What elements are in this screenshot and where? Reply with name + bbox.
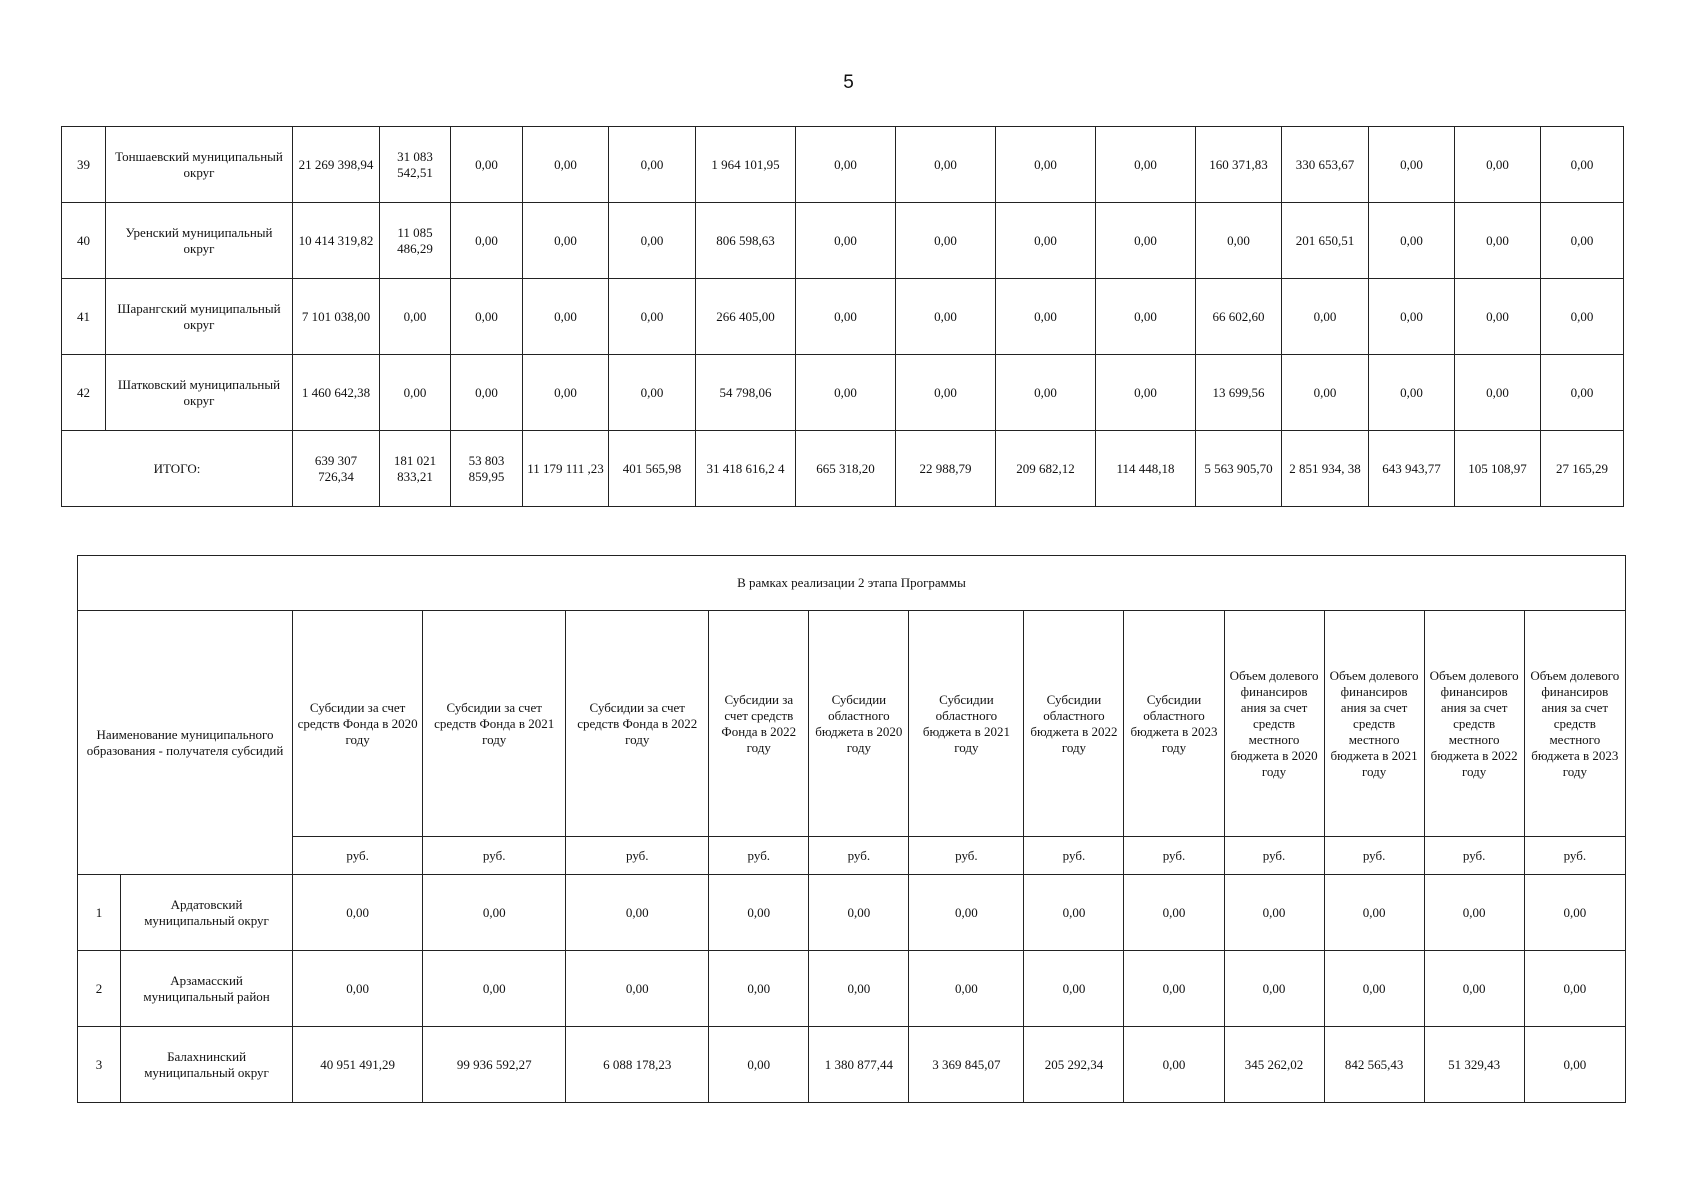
value-cell: 0,00 (566, 951, 709, 1027)
value-cell: 0,00 (909, 951, 1024, 1027)
total-value-cell: 27 165,29 (1541, 431, 1624, 507)
unit-cell: руб. (809, 837, 909, 875)
value-cell: 0,00 (380, 279, 451, 355)
table-title: В рамках реализации 2 этапа Программы (78, 556, 1626, 611)
column-header: Объем долевого финансиров ания за счет средств местного бюджета в 2021 году (1324, 611, 1424, 837)
value-cell: 0,00 (796, 203, 896, 279)
value-cell: 0,00 (1455, 127, 1541, 203)
unit-cell: руб. (1424, 837, 1524, 875)
value-cell: 40 951 491,29 (293, 1027, 423, 1103)
value-cell: 3 369 845,07 (909, 1027, 1024, 1103)
value-cell: 0,00 (566, 875, 709, 951)
value-cell: 0,00 (1124, 875, 1224, 951)
value-cell: 10 414 319,82 (293, 203, 380, 279)
table-row (78, 875, 1626, 951)
name-column-header: Наименование муниципального образования - получателя субсидий (78, 611, 293, 875)
value-cell: 0,00 (996, 355, 1096, 431)
top-table (61, 126, 1624, 507)
unit-cell: руб. (293, 837, 423, 875)
total-value-cell: 665 318,20 (796, 431, 896, 507)
value-cell: 0,00 (1124, 951, 1224, 1027)
total-value-cell: 181 021 833,21 (380, 431, 451, 507)
table-row (62, 279, 1624, 355)
value-cell: 6 088 178,23 (566, 1027, 709, 1103)
value-cell: 0,00 (1541, 203, 1624, 279)
value-cell: 842 565,43 (1324, 1027, 1424, 1103)
value-cell: 0,00 (1369, 203, 1455, 279)
value-cell: 0,00 (796, 355, 896, 431)
column-header: Субсидии областного бюджета в 2020 году (809, 611, 909, 837)
value-cell: 201 650,51 (1282, 203, 1369, 279)
municipality-name: Тоншаевский муниципальный округ (106, 127, 293, 203)
row-number: 1 (78, 875, 121, 951)
municipality-name: Балахнинский муниципальный округ (121, 1027, 293, 1103)
column-header: Субсидии областного бюджета в 2023 году (1124, 611, 1224, 837)
unit-cell: руб. (1524, 837, 1625, 875)
value-cell: 0,00 (609, 203, 696, 279)
value-cell: 0,00 (451, 355, 523, 431)
value-cell: 0,00 (609, 279, 696, 355)
value-cell: 0,00 (523, 355, 609, 431)
total-value-cell: 11 179 111 ,23 (523, 431, 609, 507)
total-value-cell: 31 418 616,2 4 (696, 431, 796, 507)
value-cell: 0,00 (523, 203, 609, 279)
row-number: 40 (62, 203, 106, 279)
value-cell: 54 798,06 (696, 355, 796, 431)
column-header: Объем долевого финансиров ания за счет средств местного бюджета в 2023 году (1524, 611, 1625, 837)
row-number: 39 (62, 127, 106, 203)
total-value-cell: 53 803 859,95 (451, 431, 523, 507)
total-value-cell: 209 682,12 (996, 431, 1096, 507)
value-cell: 330 653,67 (1282, 127, 1369, 203)
bottom-table (77, 555, 1626, 1103)
value-cell: 0,00 (996, 127, 1096, 203)
value-cell: 806 598,63 (696, 203, 796, 279)
table-row (62, 127, 1624, 203)
value-cell: 0,00 (1541, 127, 1624, 203)
value-cell: 0,00 (1282, 279, 1369, 355)
table-row (78, 951, 1626, 1027)
value-cell: 0,00 (1455, 203, 1541, 279)
value-cell: 0,00 (796, 279, 896, 355)
value-cell: 0,00 (1455, 279, 1541, 355)
unit-cell: руб. (1224, 837, 1324, 875)
table-header-row (78, 611, 1626, 837)
value-cell: 0,00 (1224, 951, 1324, 1027)
value-cell: 0,00 (1369, 127, 1455, 203)
value-cell: 0,00 (996, 279, 1096, 355)
total-value-cell: 105 108,97 (1455, 431, 1541, 507)
value-cell: 0,00 (1096, 203, 1196, 279)
value-cell: 266 405,00 (696, 279, 796, 355)
value-cell: 0,00 (1524, 875, 1625, 951)
value-cell: 0,00 (1369, 355, 1455, 431)
row-number: 3 (78, 1027, 121, 1103)
municipality-name: Арзамасский муниципальный район (121, 951, 293, 1027)
row-number: 41 (62, 279, 106, 355)
value-cell: 0,00 (1196, 203, 1282, 279)
value-cell: 0,00 (1541, 279, 1624, 355)
value-cell: 11 085 486,29 (380, 203, 451, 279)
total-value-cell: 22 988,79 (896, 431, 996, 507)
column-header: Объем долевого финансиров ания за счет средств местного бюджета в 2020 году (1224, 611, 1324, 837)
value-cell: 0,00 (996, 203, 1096, 279)
unit-cell: руб. (1124, 837, 1224, 875)
value-cell: 0,00 (1124, 1027, 1224, 1103)
page-number: 5 (843, 72, 854, 93)
value-cell: 0,00 (1096, 355, 1196, 431)
value-cell: 0,00 (1524, 951, 1625, 1027)
value-cell: 345 262,02 (1224, 1027, 1324, 1103)
total-value-cell: 639 307 726,34 (293, 431, 380, 507)
value-cell: 31 083 542,51 (380, 127, 451, 203)
table-row (62, 203, 1624, 279)
value-cell: 0,00 (1324, 875, 1424, 951)
value-cell: 0,00 (1424, 875, 1524, 951)
value-cell: 0,00 (1424, 951, 1524, 1027)
total-value-cell: 2 851 934, 38 (1282, 431, 1369, 507)
value-cell: 0,00 (1224, 875, 1324, 951)
column-header: Субсидии областного бюджета в 2021 году (909, 611, 1024, 837)
value-cell: 51 329,43 (1424, 1027, 1524, 1103)
value-cell: 0,00 (609, 355, 696, 431)
municipality-name: Ардатовский муниципальный округ (121, 875, 293, 951)
value-cell: 0,00 (293, 875, 423, 951)
value-cell: 0,00 (1541, 355, 1624, 431)
value-cell: 205 292,34 (1024, 1027, 1124, 1103)
value-cell: 0,00 (1324, 951, 1424, 1027)
total-label: ИТОГО: (62, 431, 293, 507)
value-cell: 0,00 (1024, 951, 1124, 1027)
value-cell: 0,00 (1096, 279, 1196, 355)
value-cell: 1 964 101,95 (696, 127, 796, 203)
municipality-name: Уренский муниципальный округ (106, 203, 293, 279)
value-cell: 0,00 (1369, 279, 1455, 355)
value-cell: 0,00 (523, 127, 609, 203)
value-cell: 7 101 038,00 (293, 279, 380, 355)
value-cell: 0,00 (896, 279, 996, 355)
municipality-name: Шарангский муниципальный округ (106, 279, 293, 355)
value-cell: 66 602,60 (1196, 279, 1282, 355)
value-cell: 0,00 (609, 127, 696, 203)
total-value-cell: 401 565,98 (609, 431, 696, 507)
value-cell: 0,00 (380, 355, 451, 431)
value-cell: 0,00 (896, 203, 996, 279)
total-value-cell: 5 563 905,70 (1196, 431, 1282, 507)
value-cell: 0,00 (896, 127, 996, 203)
value-cell: 0,00 (809, 875, 909, 951)
value-cell: 99 936 592,27 (423, 1027, 566, 1103)
municipality-name: Шатковский муниципальный округ (106, 355, 293, 431)
value-cell: 0,00 (451, 279, 523, 355)
value-cell: 0,00 (451, 203, 523, 279)
value-cell: 0,00 (1524, 1027, 1625, 1103)
column-header: Субсидии за счет средств Фонда в 2022 году (709, 611, 809, 837)
column-header: Объем долевого финансиров ания за счет средств местного бюджета в 2022 году (1424, 611, 1524, 837)
value-cell: 0,00 (709, 1027, 809, 1103)
total-value-cell: 114 448,18 (1096, 431, 1196, 507)
value-cell: 13 699,56 (1196, 355, 1282, 431)
total-row (62, 431, 1624, 507)
value-cell: 1 460 642,38 (293, 355, 380, 431)
table-title-row (78, 556, 1626, 611)
value-cell: 0,00 (709, 875, 809, 951)
value-cell: 0,00 (909, 875, 1024, 951)
value-cell: 0,00 (1282, 355, 1369, 431)
unit-row (78, 837, 1626, 875)
value-cell: 0,00 (809, 951, 909, 1027)
column-header: Субсидии областного бюджета в 2022 году (1024, 611, 1124, 837)
value-cell: 0,00 (1455, 355, 1541, 431)
value-cell: 21 269 398,94 (293, 127, 380, 203)
unit-cell: руб. (909, 837, 1024, 875)
value-cell: 1 380 877,44 (809, 1027, 909, 1103)
row-number: 2 (78, 951, 121, 1027)
unit-cell: руб. (566, 837, 709, 875)
value-cell: 0,00 (423, 875, 566, 951)
value-cell: 0,00 (709, 951, 809, 1027)
total-value-cell: 643 943,77 (1369, 431, 1455, 507)
value-cell: 0,00 (293, 951, 423, 1027)
column-header: Субсидии за счет средств Фонда в 2021 году (423, 611, 566, 837)
value-cell: 0,00 (423, 951, 566, 1027)
unit-cell: руб. (1324, 837, 1424, 875)
value-cell: 160 371,83 (1196, 127, 1282, 203)
column-header: Субсидии за счет средств Фонда в 2020 году (293, 611, 423, 837)
row-number: 42 (62, 355, 106, 431)
table-row (62, 355, 1624, 431)
column-header: Субсидии за счет средств Фонда в 2022 году (566, 611, 709, 837)
value-cell: 0,00 (896, 355, 996, 431)
value-cell: 0,00 (796, 127, 896, 203)
value-cell: 0,00 (523, 279, 609, 355)
value-cell: 0,00 (451, 127, 523, 203)
unit-cell: руб. (709, 837, 809, 875)
value-cell: 0,00 (1096, 127, 1196, 203)
value-cell: 0,00 (1024, 875, 1124, 951)
unit-cell: руб. (423, 837, 566, 875)
unit-cell: руб. (1024, 837, 1124, 875)
table-row (78, 1027, 1626, 1103)
